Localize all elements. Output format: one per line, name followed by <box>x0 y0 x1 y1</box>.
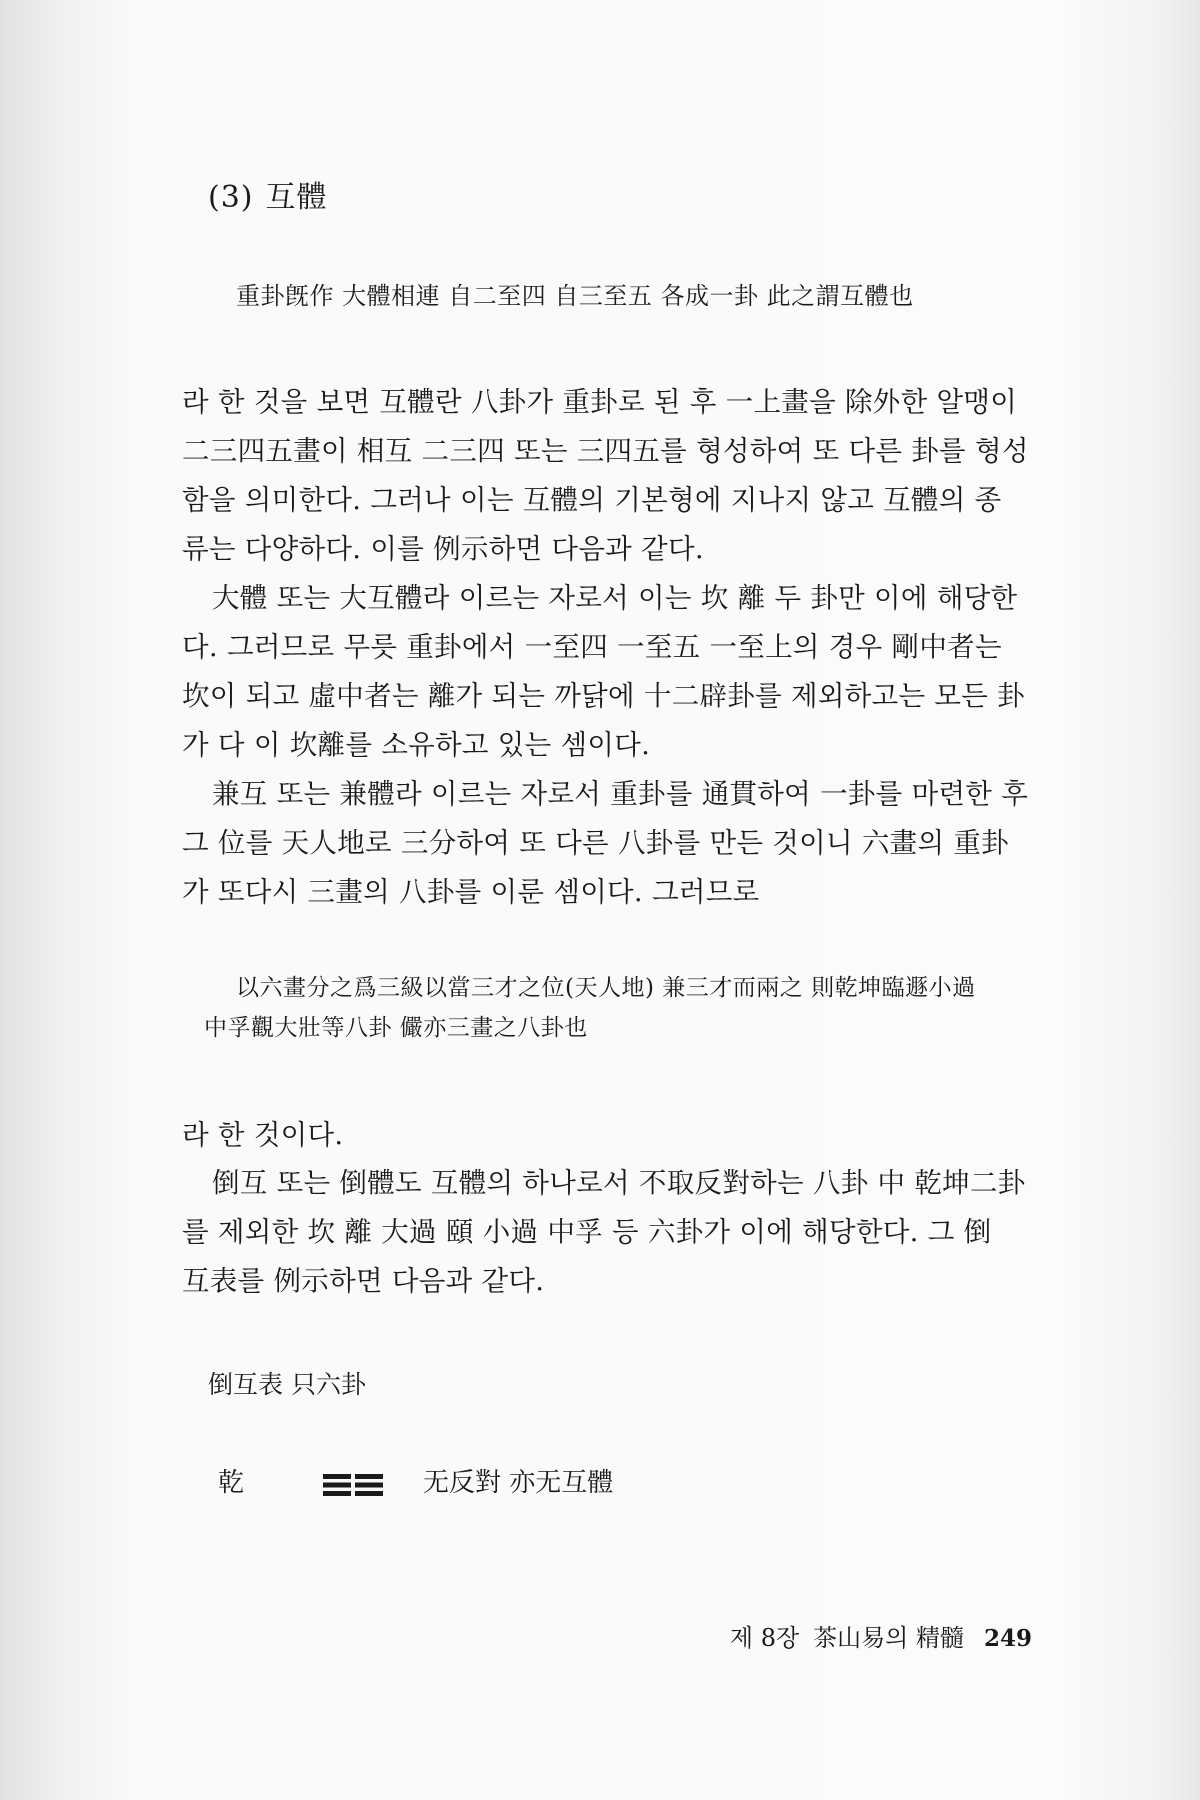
section-heading <box>208 172 328 216</box>
quote-classical-2 <box>204 968 976 1048</box>
hexagram-row <box>218 1462 918 1502</box>
paragraph-do-ho <box>182 1159 1082 1306</box>
text-line: 를 제외한 坎 離 大過 頤 小過 中孚 등 六卦가 이에 해당한다. 그 倒 <box>182 1216 992 1248</box>
text-line: 다. 그러므로 무릇 重卦에서 一至四 一至五 一至上의 경우 剛中者는 <box>182 631 1002 663</box>
body-block-3 <box>182 1159 1082 1306</box>
text-line: 함을 의미한다. 그러나 이는 互體의 기본형에 지나지 않고 互體의 종 <box>182 484 1002 516</box>
hexagram-name: 乾 <box>218 1468 245 1498</box>
quote-line: 以六畫分之爲三級以當三才之位(天人地) 兼三才而兩之 則乾坤臨遯小過 <box>236 975 976 1001</box>
text-line: 가 다 이 坎離를 소유하고 있는 셈이다. <box>182 729 651 761</box>
paragraph-dae-che <box>182 574 1082 770</box>
text-line: 坎이 되고 虛中者는 離가 되는 까닭에 十二辟卦를 제외하고는 모든 卦 <box>182 680 1025 712</box>
trigram-icon <box>323 1474 383 1496</box>
text-line: 류는 다양하다. 이를 例示하면 다음과 같다. <box>182 533 704 565</box>
hexagram-note: 无反對 亦无互體 <box>423 1468 614 1498</box>
paragraph-1 <box>182 378 1082 574</box>
text-line: 그 位를 天人地로 三分하여 또 다른 八卦를 만든 것이니 六畫의 重卦 <box>182 827 1009 859</box>
text-line: 大體 또는 大互體라 이르는 자로서 이는 坎 離 두 卦만 이에 해당한 <box>212 582 1018 614</box>
quote-classical-1: 重卦旣作 大體相連 自二至四 自三至五 各成一卦 此之謂互體也 <box>236 282 914 310</box>
body-block-2: 라 한 것이다. <box>182 1119 344 1151</box>
text-line: 倒互 또는 倒體도 互體의 하나로서 不取反對하는 八卦 中 乾坤二卦 <box>212 1167 1026 1199</box>
text-line: 互表를 例示하면 다음과 같다. <box>182 1265 545 1297</box>
text-line: 라 한 것을 보면 互體란 八卦가 重卦로 된 후 一上畫을 除外한 알맹이 <box>182 386 1018 418</box>
page-footer <box>0 1618 1032 1653</box>
section-number: (3) <box>208 180 254 215</box>
footer-chapter: 제 8장 <box>729 1624 800 1652</box>
text-line: 二三四五畫이 相互 二三四 또는 三四五를 형성하여 또 다른 卦를 형성 <box>182 435 1029 467</box>
table-title: 倒互表 只六卦 <box>208 1370 366 1399</box>
text-line: 兼互 또는 兼體라 이르는 자로서 重卦를 通貫하여 一卦를 마련한 후 <box>212 778 1029 810</box>
body-block-1 <box>182 378 1082 917</box>
text-line: 가 또다시 三畫의 八卦를 이룬 셈이다. 그러므로 <box>182 876 760 908</box>
quote-line: 中孚觀大壯等八卦 儼亦三畫之八卦也 <box>204 1015 588 1041</box>
page-number: 249 <box>983 1625 1032 1652</box>
section-title: 互體 <box>265 180 328 215</box>
paragraph-gyeom-ho <box>182 770 1082 917</box>
footer-title: 茶山易의 精髓 <box>813 1624 964 1652</box>
